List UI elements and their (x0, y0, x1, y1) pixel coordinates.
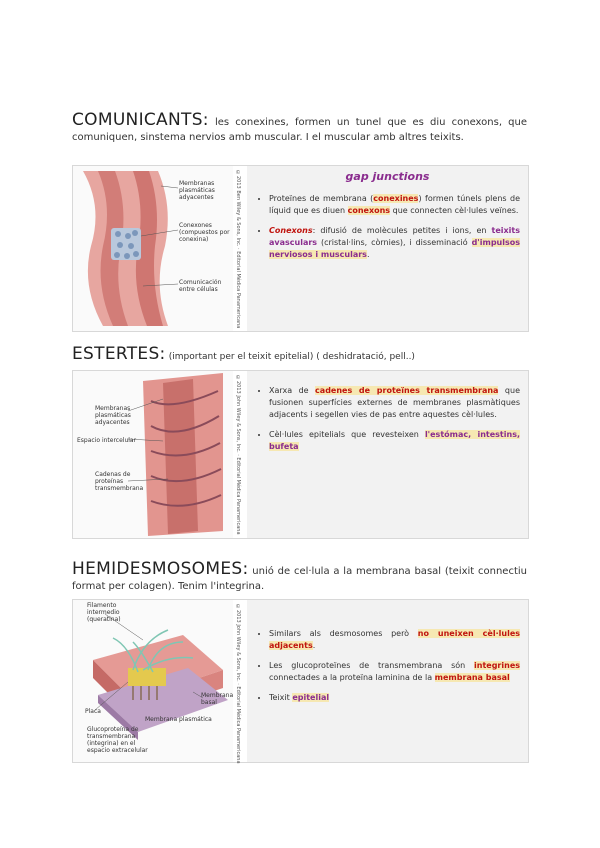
figure-label: Filamento intermedio (queratina) (87, 602, 121, 623)
bullet-item: • Teixit epitelial (269, 692, 520, 704)
figure-credit: ©2013 John Wiley & Sons, Inc. · Editorial Médica Panamericana (234, 371, 246, 538)
gap-junction-panel (72, 165, 529, 332)
hemidesmosome-text (247, 600, 528, 762)
figure-label: Cadenas de proteínas transmembrana (95, 471, 144, 492)
bullet-item: • Conexons: difusió de molècules petites i ions, en teixits avasculars (cristal·lins, còrnies), i disseminació d'impulsos nerviosos i musculars. (269, 225, 520, 261)
bullet-item: • Xarxa de cadenes de proteïnes transmembrana que fusionen superfícies externes de membranes plasmàtiques adjacents i segellen vies de pas entre aquestes cèl·lules. (269, 385, 520, 421)
bullet-item: • Cèl·lules epitelials que revesteixen l'estómac, intestins, bufeta (269, 429, 520, 453)
figure-label: Membrana plasmática (145, 716, 212, 723)
figure-label: Membranas plasmáticas adyacentes (179, 180, 215, 201)
section-subtitle: les conexines, formen un tunel que es diu conexons, que comuniquen, sinstema nervios amb muscular. I el muscular amb altres teixits. (72, 117, 527, 143)
figure-label: Membranas plasmáticas adyacentes (95, 405, 131, 426)
section-title: ESTERTES: (72, 344, 166, 364)
figure-credit: ©2013 Ben Wiley & Sons, Inc. · Editorial Médica Panamericana (234, 166, 246, 331)
section-title: COMUNICANTS: (72, 110, 209, 130)
panel-title: gap junctions (345, 170, 430, 183)
section-subtitle: (important per el teixit epitelial) ( deshidratació, pell..) (168, 352, 415, 362)
tight-junction-panel (72, 370, 529, 539)
bullet-item: • Proteïnes de membrana (conexines) formen túnels plens de líquid que es diuen conexons que connecten cèl·lules veïnes. (269, 193, 520, 217)
gap-junction-text (247, 166, 528, 331)
figure-label: Espacio intercelular (77, 437, 137, 444)
gap-junction-figure (73, 166, 233, 331)
hemidesmosome-figure (73, 600, 233, 762)
tight-junction-illustration (73, 371, 233, 538)
figure-label: Placa (85, 708, 101, 715)
section-hemidesmosomes-heading (72, 559, 527, 594)
figure-label: Comunicación entre células (179, 279, 222, 293)
bullet-item: • Similars als desmosomes però no uneixen cèl·lules adjacents. (269, 628, 520, 652)
bullet-item: • Les glucoproteïnes de transmembrana són integrines connectades a la proteïna laminina de la membrana basal (269, 660, 520, 684)
section-title: HEMIDESMOSOMES: (72, 559, 249, 579)
figure-label: Membrana basal (201, 692, 234, 706)
tight-junction-text (247, 371, 528, 538)
section-estertes-heading (72, 344, 527, 365)
section-subtitle: unió de cel·lula a la membrana basal (teixit connectiu format per colagen). Tenim l'integrina. (72, 566, 527, 592)
figure-label: Glucoproteína de transmembrana (integrina) en el espacio extracelular (87, 726, 148, 754)
section-comunicants-heading (72, 110, 527, 145)
figure-credit: ©2013 John Wiley & Sons, Inc. · Editorial Médica Panamericana (234, 600, 246, 762)
hemidesmosome-panel (72, 599, 529, 763)
figure-label: Conexones (compuestos por conexina) (179, 222, 230, 243)
tight-junction-figure (73, 371, 233, 538)
